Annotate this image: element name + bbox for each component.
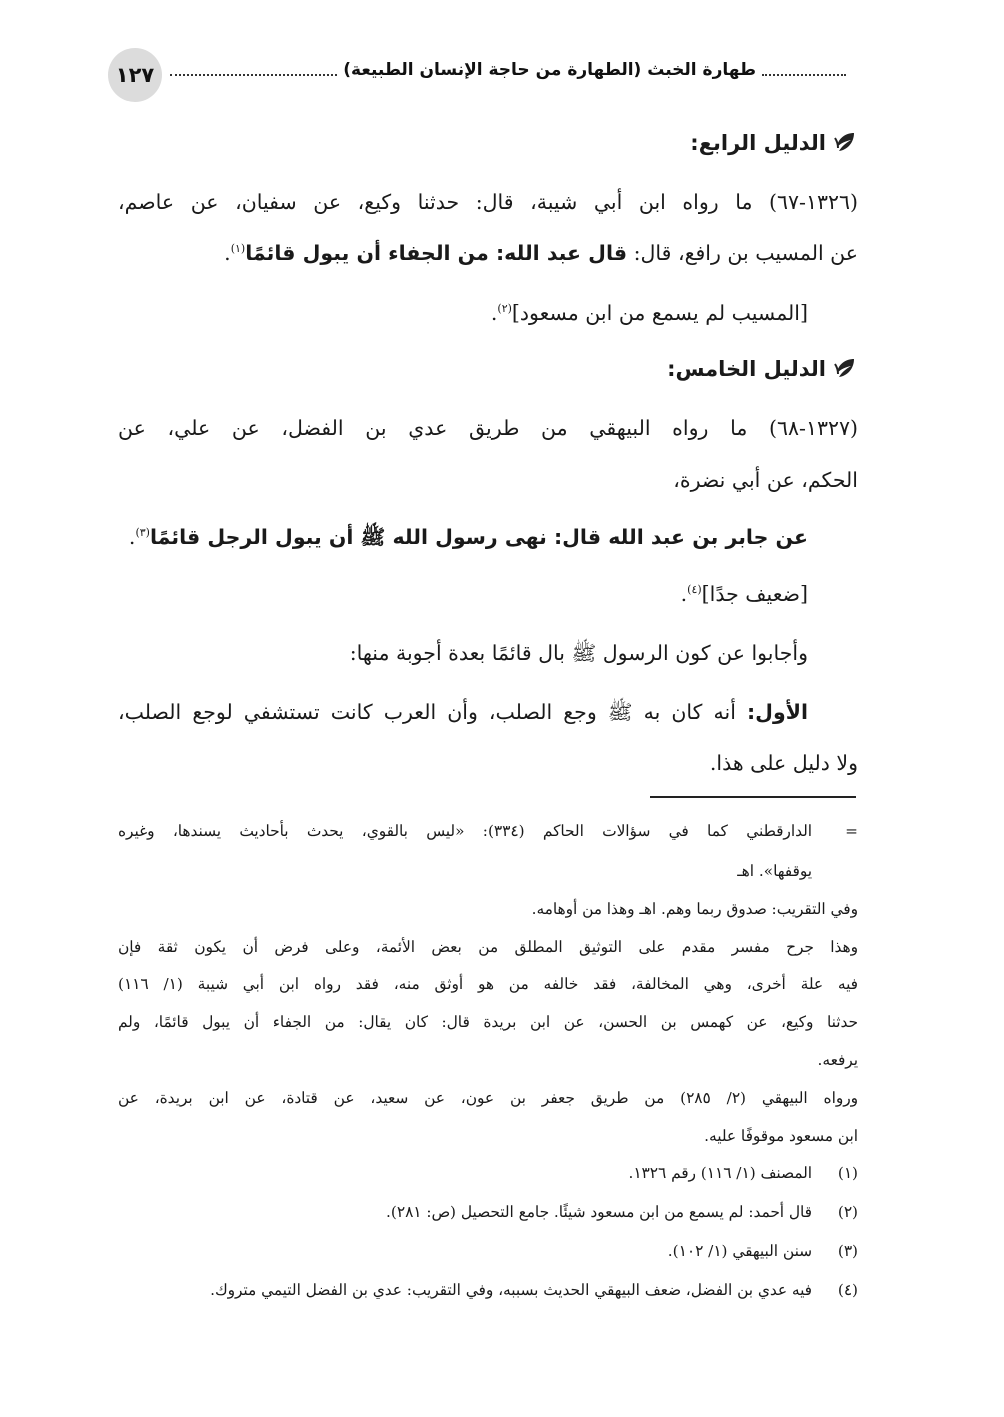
text-run: أنه كان به ﷺ وجع الصلب، وأن العرب كانت تستشفي لوجع الصلب، <box>118 700 747 724</box>
page-number: ١٢٧ <box>108 48 162 102</box>
footnote-ref: (٢) <box>497 302 512 315</box>
footnote-number: (٣) <box>837 1242 858 1260</box>
text-run: [المسيب لم يسمع من ابن مسعود] <box>511 301 808 325</box>
footnote-separator <box>650 796 856 798</box>
bold-quote: عن جابر بن عبد الله قال: نهى رسول الله ﷺ أن يبول الرجل قائمًا <box>149 525 808 549</box>
heading-text: الدليل الرابع: <box>690 131 826 155</box>
leaf-bullet-icon <box>832 130 858 154</box>
text-run: عن المسيب بن رافع، قال: <box>627 241 858 265</box>
text-line: (١٣٢٧-٦٨) ما رواه البيهقي من طريق عدي بن الفضل، عن علي، عن <box>118 416 858 440</box>
running-title: طهارة الخبث (الطهارة من حاجة الإنسان الطبيعة) <box>343 60 756 80</box>
bold-label: الأول: <box>746 700 808 724</box>
text-line <box>118 697 808 727</box>
footnote-line: حدثنا وكيع، عن كهمس بن الحسن، عن ابن بريدة قال: كان يقال: من الجفاء أن يبول قائمًا، ولم <box>118 1013 858 1031</box>
footnote-line: وفي التقريب: صدوق ربما وهم. اهـ وهذا من أوهامه. <box>531 900 858 918</box>
header-dots-left <box>170 74 337 76</box>
footnote-text: قال أحمد: لم يسمع من ابن مسعود شيئًا. جامع التحصيل (ص: ٢٨١). <box>386 1203 812 1221</box>
footnote-number: (١) <box>837 1164 858 1182</box>
text-line: (١٣٢٦-٦٧) ما رواه ابن أبي شيبة، قال: حدثنا وكيع، عن سفيان، عن عاصم، <box>118 190 858 214</box>
footnote-ref: (٣) <box>135 526 150 539</box>
footnote-line: وهذا جرح مفسر مقدم على التوثيق المطلق من بعض الأئمة، وعلى فرض أن يكون ثقة فإن <box>118 938 858 956</box>
text-run: . <box>680 582 688 606</box>
text-run: [ضعيف جدًا] <box>701 582 808 606</box>
heading-fifth-evidence <box>118 354 858 384</box>
footnote-line: يوقفها». اهـ <box>737 862 812 880</box>
text-run: . <box>224 241 231 265</box>
footnote-line: ابن مسعود موقوفًا عليه. <box>704 1127 858 1145</box>
footnote-text: المصنف (١/ ١١٦) رقم ١٣٢٦. <box>628 1164 812 1182</box>
header-dots-right <box>762 74 846 76</box>
footnote-text: سنن البيهقي (١/ ١٠٢). <box>667 1242 812 1260</box>
footnote-text: فيه عدي بن الفضل، ضعف البيهقي الحديث بسببه، وفي التقريب: عدي بن الفضل التيمي متروك. <box>210 1281 812 1299</box>
text-line: وأجابوا عن كون الرسول ﷺ بال قائمًا بعدة أجوبة منها: <box>349 641 808 665</box>
text-line <box>118 238 858 268</box>
text-line <box>118 298 808 328</box>
footnote-line: فيه علة أخرى، وهي المخالفة، فقد خالفه من هو أوثق منه، فقد رواه ابن أبي شيبة (١/ ١١٦) <box>118 975 858 993</box>
bold-quote: قال عبد الله: من الجفاء أن يبول قائمًا <box>245 241 628 265</box>
leaf-bullet-icon <box>832 356 858 380</box>
footnote-line: ورواه البيهقي (٢/ ٢٨٥) من طريق جعفر بن عون، عن سعيد، عن قتادة، عن ابن بريدة، عن <box>118 1089 858 1107</box>
text-line <box>118 579 808 609</box>
heading-fourth-evidence <box>118 128 858 158</box>
running-header <box>170 48 846 92</box>
footnote-number: (٤) <box>837 1281 858 1299</box>
footnote-line: يرفعه. <box>817 1051 858 1069</box>
footnote-number: (٢) <box>837 1203 858 1221</box>
footnote-ref: (١) <box>230 242 246 255</box>
footnote-ref: (٤) <box>687 583 702 596</box>
footnote-line: الدارقطني كما في سؤالات الحاكم (٣٣٤): «ليس بالقوي، يحدث بأحاديث يسندها، وغيره <box>118 822 813 840</box>
text-line: ولا دليل على هذا. <box>709 751 858 775</box>
text-run: . <box>128 525 136 549</box>
text-run: . <box>490 301 498 325</box>
text-line: الحكم، عن أبي نضرة، <box>673 468 858 492</box>
heading-text: الدليل الخامس: <box>667 357 826 381</box>
text-line <box>118 522 808 552</box>
footnote-continuation-marker: = <box>845 822 858 840</box>
